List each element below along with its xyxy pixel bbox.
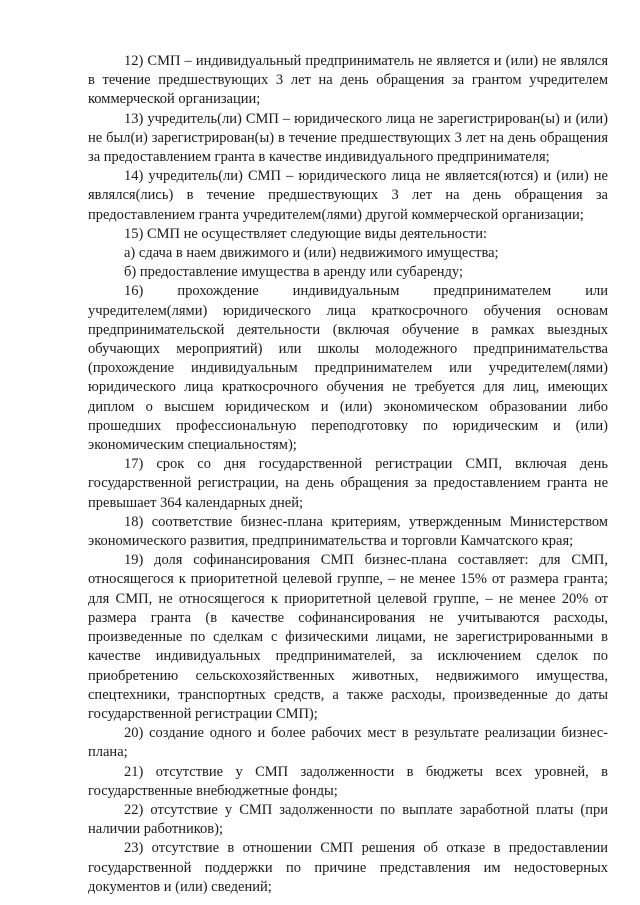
paragraph-15-b: б) предоставление имущества в аренду или субаренду; bbox=[124, 264, 464, 281]
paragraph-20: 20) создание одного и более рабочих мест в результате реализации бизнес-плана; bbox=[88, 725, 608, 761]
paragraph-18: 18) соответствие бизнес-плана критериям, утвержденным Министерством экономического развития, предпринимательства и торговли Камчатского края; bbox=[88, 513, 608, 550]
paragraph-23: 23) отсутствие в отношении СМП решения об отказе в предоставлении государственной поддержки по причине представления им недостоверных документов и (или) сведений; bbox=[88, 840, 608, 895]
document-page bbox=[88, 52, 608, 897]
paragraph-17: 17) срок со дня государственной регистрации СМП, включая день государственной регистрации, на день обращения за предоставлением гранта не превышает 364 календарных дней; bbox=[88, 456, 608, 511]
paragraph-21: 21) отсутствие у СМП задолженности в бюджеты всех уровней, в государственные внебюджетные фонды; bbox=[88, 763, 608, 799]
paragraph-15: 15) СМП не осуществляет следующие виды деятельности: bbox=[124, 225, 487, 242]
paragraph-15-a: а) сдача в наем движимого и (или) недвижимого имущества; bbox=[124, 245, 499, 262]
paragraph-22: 22) отсутствие у СМП задолженности по выплате заработной платы (при наличии работников); bbox=[88, 801, 608, 838]
paragraph-16: 16) прохождение индивидуальным предпринимателем или учредителем(лями) юридического лица краткосрочного обучения основам предпринимательской деятельности (включая обучение в рамках выездных обучающих мероприятий) или школы молодежного предпринимательства (прохождение индивидуальным предпринимателем или учредителем(лями) юридического лица краткосрочного обучения не требуется для лиц, имеющих диплом о высшем юридическом и (или) экономическом образовании либо прошедших профессиональную переподготовку по юридическим и (или) экономическим специальностям); bbox=[88, 283, 608, 454]
paragraph-12: 12) СМП – индивидуальный предприниматель не является и (или) не являлся в течение предшествующих 3 лет на день обращения за грантом учредителем коммерческой организации; bbox=[88, 53, 608, 108]
paragraph-14: 14) учредитель(ли) СМП – юридического лица не является(ются) и (или) не являлся(лись) в течение предшествующих 3 лет на день обращения за предоставлением гранта учредителем(лями) другой коммерческой организации; bbox=[88, 168, 608, 223]
paragraph-19: 19) доля софинансирования СМП бизнес-плана составляет: для СМП, относящегося к приоритетной целевой группе, – не менее 15% от размера гранта; для СМП, не относящегося к приоритетной целевой группе, – не менее 20% от размера гранта (в качестве софинансирования не учитываются расходы, произведенные по сделкам с физическими лицами, не зарегистрированными в качестве индивидуальных предпринимателей, за исключением сделок по приобретению сельскохозяйственных животных, недвижимого имущества, спецтехники, транспортных средств, а также расходы, произведенные до даты государственной регистрации СМП); bbox=[88, 552, 608, 722]
paragraph-13: 13) учредитель(ли) СМП – юридического лица не зарегистрирован(ы) и (или) не был(и) зарегистрирован(ы) в течение предшествующих 3 лет на день обращения за предоставлением гранта в качестве индивидуального предпринимателя; bbox=[88, 110, 608, 166]
